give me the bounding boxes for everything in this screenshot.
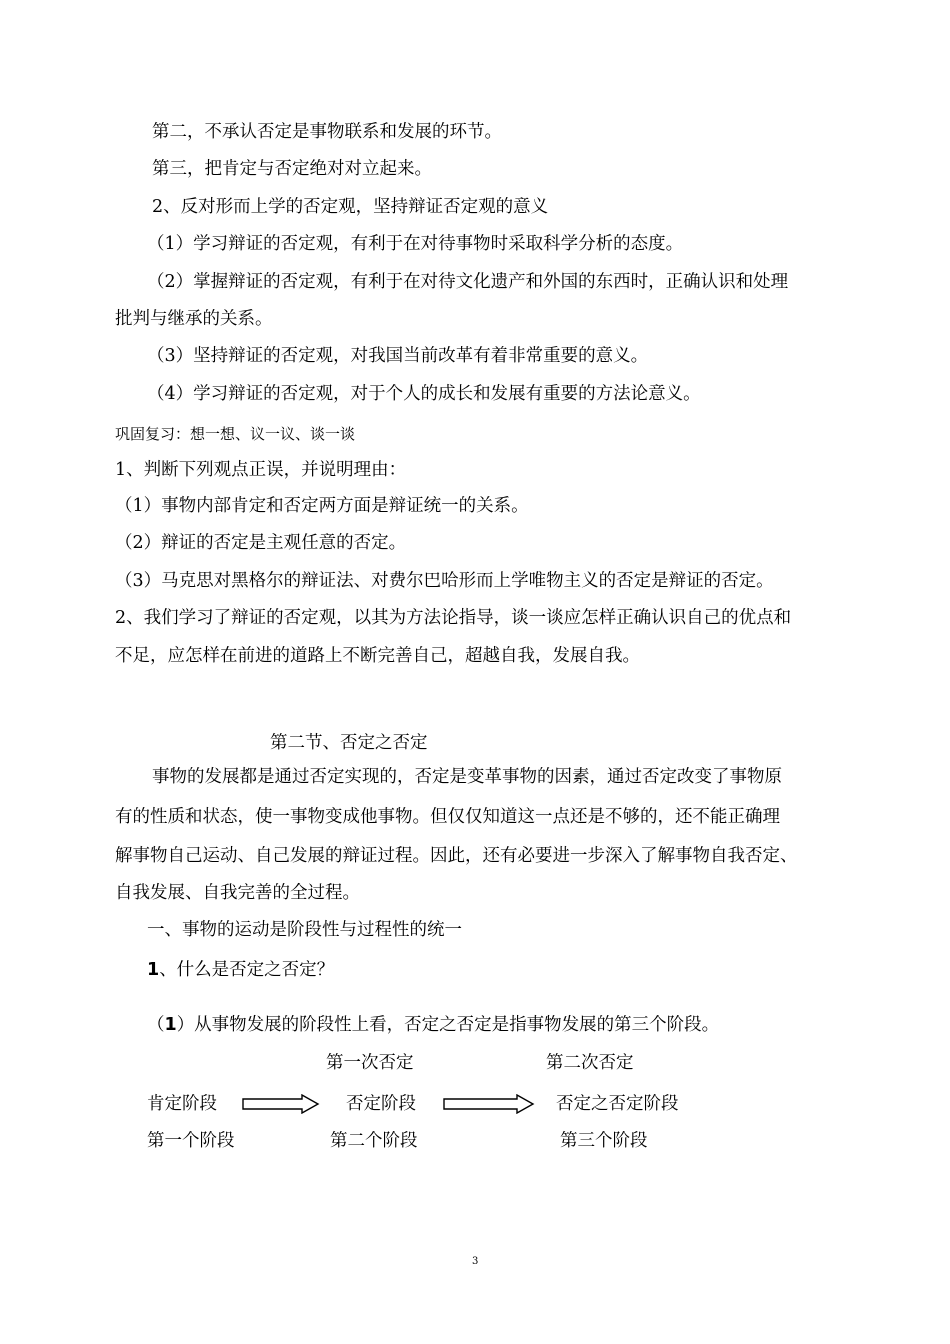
subheading-number: 1 — [164, 1015, 177, 1035]
paragraph-line: 解事物自己运动、自己发展的辩证过程。因此，还有必要进一步深入了解事物自我否定、 — [115, 846, 798, 866]
heading-2-text: 、什么是否定之否定？ — [159, 960, 335, 980]
paragraph-line: 自我发展、自我完善的全过程。 — [115, 883, 360, 903]
arrow-right-icon — [242, 1094, 320, 1114]
question-1a: （1）事物内部肯定和否定两方面是辩证统一的关系。 — [115, 496, 529, 516]
text-line: 2、反对形而上学的否定观，坚持辩证否定观的意义 — [152, 197, 549, 217]
text-line: （4）学习辩证的否定观，对于个人的成长和发展有重要的方法论意义。 — [147, 384, 701, 404]
section-title: 第二节、否定之否定 — [270, 733, 428, 753]
first-negation-label: 第一次否定 — [326, 1053, 414, 1073]
question-2-cont: 不足，应怎样在前进的道路上不断完善自己，超越自我，发展自我。 — [115, 646, 640, 666]
arrow-right-icon — [443, 1094, 535, 1114]
negation-stage: 否定阶段 — [346, 1094, 416, 1114]
text-line: （2）掌握辩证的否定观，有利于在对待文化遗产和外国的东西时，正确认识和处理 — [147, 272, 789, 292]
phase-3: 第三个阶段 — [560, 1131, 648, 1151]
second-negation-label: 第二次否定 — [546, 1053, 634, 1073]
text-line: 第二，不承认否定是事物联系和发展的环节。 — [152, 122, 502, 142]
paragraph-line: 事物的发展都是通过否定实现的，否定是变革事物的因素，通过否定改变了事物原 — [152, 767, 782, 787]
affirmation-stage: 肯定阶段 — [147, 1094, 217, 1114]
question-2: 2、我们学习了辩证的否定观，以其为方法论指导，谈一谈应怎样正确认识自己的优点和 — [115, 608, 792, 628]
subheading-text: ）从事物发展的阶段性上看，否定之否定是指事物发展的第三个阶段。 — [176, 1015, 720, 1035]
question-1b: （2）辩证的否定是主观任意的否定。 — [115, 533, 407, 553]
heading-2 — [147, 958, 334, 982]
paragraph-line: 有的性质和状态，使一事物变成他事物。但仅仅知道这一点还是不够的，还不能正确理 — [115, 807, 780, 827]
negation-of-negation-stage: 否定之否定阶段 — [556, 1094, 679, 1114]
phase-1: 第一个阶段 — [147, 1131, 235, 1151]
text-line: （3）坚持辩证的否定观，对我国当前改革有着非常重要的意义。 — [147, 346, 649, 366]
page-number: 3 — [472, 1256, 479, 1267]
subheading — [147, 1013, 719, 1037]
review-heading: 巩固复习：想一想、议一议、谈一谈 — [115, 425, 356, 443]
text-line: （1）学习辩证的否定观，有利于在对待事物时采取科学分析的态度。 — [147, 234, 684, 254]
question-1: 1、判断下列观点正误，并说明理由： — [115, 460, 407, 480]
heading-2-number: 1 — [147, 960, 160, 980]
text-line: 批判与继承的关系。 — [115, 309, 273, 329]
heading-1: 一、事物的运动是阶段性与过程性的统一 — [147, 920, 462, 940]
subheading-paren: （ — [147, 1015, 165, 1035]
phase-2: 第二个阶段 — [330, 1131, 418, 1151]
question-1c: （3）马克思对黑格尔的辩证法、对费尔巴哈形而上学唯物主义的否定是辩证的否定。 — [115, 571, 774, 591]
text-line: 第三，把肯定与否定绝对对立起来。 — [152, 159, 432, 179]
